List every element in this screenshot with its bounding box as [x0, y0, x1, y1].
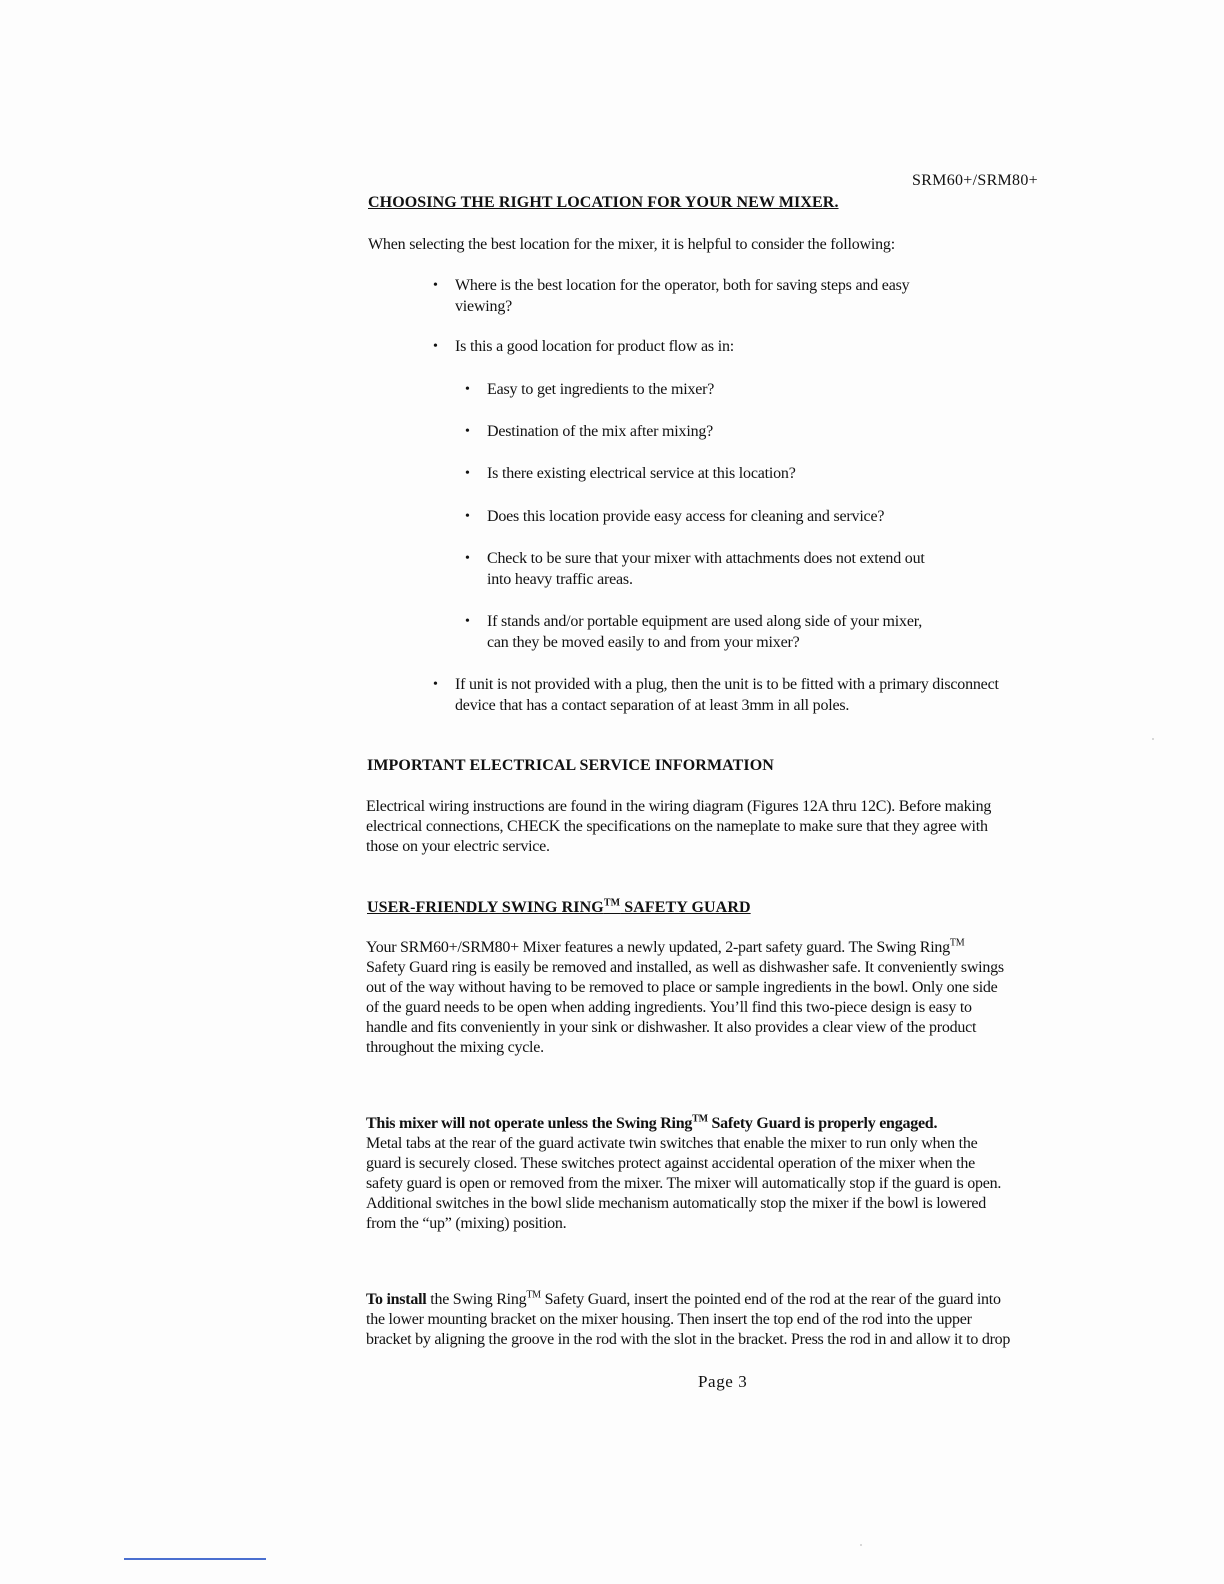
bullet-icon: •: [465, 466, 470, 481]
footer-rule: [124, 1558, 266, 1560]
bullet-icon: •: [433, 339, 438, 354]
scan-speck: [1152, 738, 1154, 740]
list-item: • Does this location provide easy access for cleaning and service?: [465, 508, 885, 525]
list-item: • If stands and/or portable equipment are used along side of your mixer, can they be moved easily to and from your mixer?: [465, 613, 923, 651]
bullet-icon: •: [465, 382, 470, 397]
list-item: • Is there existing electrical service at this location?: [465, 465, 796, 482]
list-item: • If unit is not provided with a plug, then the unit is to be fitted with a primary disconnect device that has a contact separation of at least 3mm in all poles.: [433, 676, 999, 714]
guard-paragraph: Your SRM60+/SRM80+ Mixer features a newly updated, 2-part safety guard. The Swing Ring™ Safety Guard ring is easily be removed and installed, as well as dishwasher safe. It conveniently swings out of the way without having to be removed to place or sample ingredients in the bowl. Only one side of the guard needs to be open when adding ingredients. You’ll find this two-piece design is easy to handle and fits conveniently in your sink or dishwasher. It also provides a clear view of the product throughout the mixing cycle.: [366, 937, 1004, 1056]
model-code: SRM60+/SRM80+: [912, 172, 1038, 189]
location-intro: When selecting the best location for the mixer, it is helpful to consider the following:: [368, 236, 895, 253]
page-number: Page 3: [698, 1372, 748, 1391]
scan-speck: [860, 1544, 862, 1546]
electrical-heading: IMPORTANT ELECTRICAL SERVICE INFORMATION: [367, 757, 774, 774]
list-item: • Destination of the mix after mixing?: [465, 423, 714, 440]
bullet-icon: •: [465, 424, 470, 439]
list-item: • Check to be sure that your mixer with attachments does not extend out into heavy traffic areas.: [465, 550, 925, 588]
list-item: • Easy to get ingredients to the mixer?: [465, 381, 715, 398]
location-heading: CHOOSING THE RIGHT LOCATION FOR YOUR NEW MIXER.: [368, 194, 839, 211]
guard-heading: USER-FRIENDLY SWING RING™ SAFETY GUARD: [367, 897, 751, 916]
bullet-icon: •: [465, 509, 470, 524]
electrical-paragraph: Electrical wiring instructions are found in the wiring diagram (Figures 12A thru 12C). Before making electrical connections, CHECK the specifications on the nameplate to make sure that they agree with those on your electric service.: [366, 798, 992, 855]
bullet-icon: •: [465, 614, 470, 629]
list-item: • Is this a good location for product flow as in:: [433, 338, 734, 355]
bullet-icon: •: [465, 551, 470, 566]
list-item: • Where is the best location for the operator, both for saving steps and easy viewing?: [433, 277, 910, 315]
bullet-icon: •: [433, 278, 438, 293]
install-paragraph: To install the Swing Ring™ Safety Guard, insert the pointed end of the rod at the rear of the guard into the lower mounting bracket on the mixer housing. Then insert the top end of the rod into the upper bracket by aligning the groove in the rod with the slot in the bracket. Press the rod in and allow it to drop: [366, 1289, 1011, 1348]
bullet-icon: •: [433, 677, 438, 692]
operation-paragraph: This mixer will not operate unless the Swing Ring™ Safety Guard is properly engaged. Metal tabs at the rear of the guard activate twin switches that enable the mixer to run only when the guard is securely closed. These switches protect against accidental operation of the mixer when the safety guard is open or removed from the mixer. The mixer will automatically stop if the guard is open. Additional switches in the bowl slide mechanism automatically stop the mixer if the bowl is lowered from the “up” (mixing) position.: [366, 1113, 1002, 1232]
